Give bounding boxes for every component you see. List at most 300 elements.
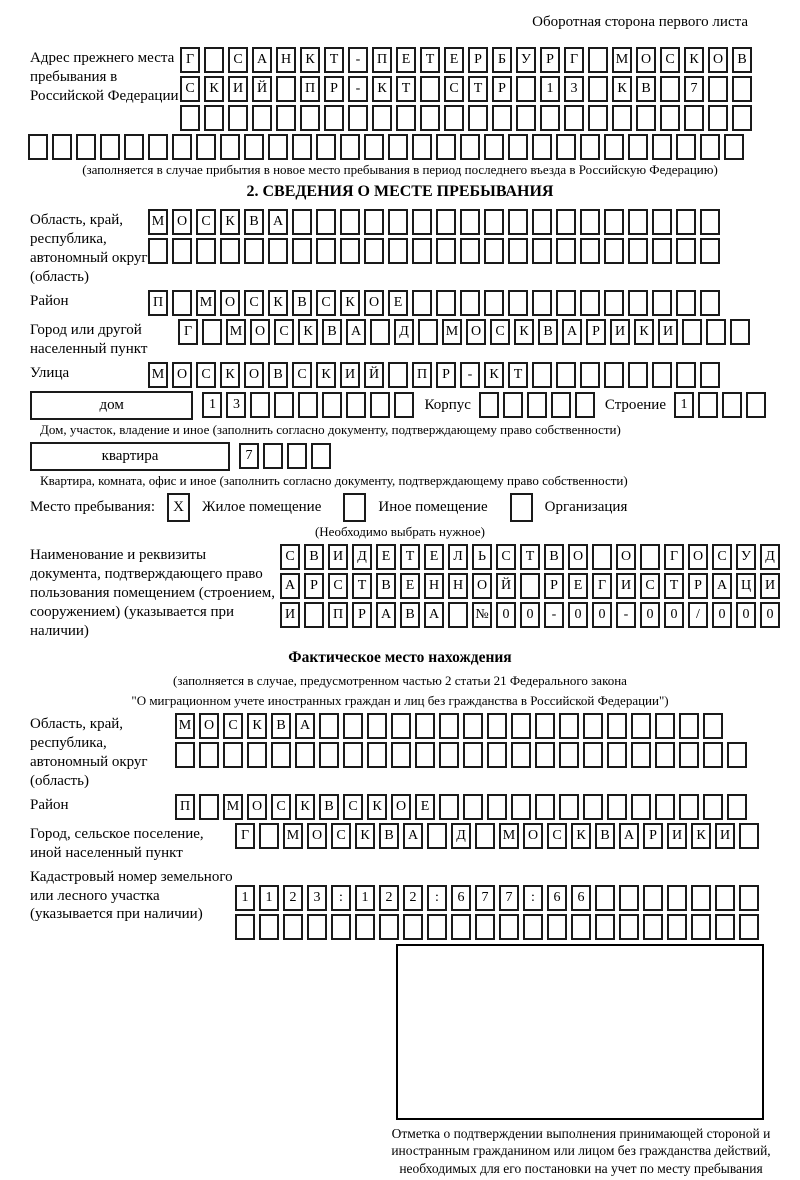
char-box[interactable] — [418, 319, 438, 345]
char-box[interactable]: В — [544, 544, 564, 570]
char-box[interactable] — [268, 238, 288, 264]
char-box[interactable]: Т — [352, 573, 372, 599]
char-box[interactable] — [652, 362, 672, 388]
char-box[interactable]: В — [244, 209, 264, 235]
char-box[interactable] — [655, 742, 675, 768]
char-box[interactable]: П — [328, 602, 348, 628]
char-box[interactable] — [739, 823, 759, 849]
char-box[interactable]: Г — [564, 47, 584, 73]
char-box[interactable]: Й — [252, 76, 272, 102]
char-box[interactable]: М — [148, 362, 168, 388]
char-box[interactable]: 6 — [571, 885, 591, 911]
char-box[interactable] — [676, 362, 696, 388]
char-box[interactable]: О — [636, 47, 656, 73]
char-box[interactable] — [420, 105, 440, 131]
char-box[interactable] — [268, 134, 288, 160]
char-box[interactable]: Л — [448, 544, 468, 570]
char-box[interactable]: В — [636, 76, 656, 102]
char-box[interactable]: Г — [592, 573, 612, 599]
char-box[interactable]: К — [571, 823, 591, 849]
char-box[interactable]: К — [484, 362, 504, 388]
char-box[interactable]: А — [424, 602, 444, 628]
char-box[interactable]: Р — [324, 76, 344, 102]
char-box[interactable]: 0 — [712, 602, 732, 628]
char-box[interactable]: О — [199, 713, 219, 739]
char-box[interactable] — [250, 392, 270, 418]
char-box[interactable] — [235, 914, 255, 940]
char-box[interactable] — [535, 742, 555, 768]
char-box[interactable] — [403, 914, 423, 940]
char-box[interactable]: В — [322, 319, 342, 345]
char-box[interactable] — [247, 742, 267, 768]
char-box[interactable] — [451, 914, 471, 940]
char-box[interactable] — [592, 544, 612, 570]
char-box[interactable] — [679, 713, 699, 739]
char-box[interactable] — [388, 209, 408, 235]
char-box[interactable]: С — [196, 209, 216, 235]
char-box[interactable]: Р — [540, 47, 560, 73]
char-box[interactable] — [316, 238, 336, 264]
char-box[interactable] — [484, 134, 504, 160]
char-box[interactable] — [727, 794, 747, 820]
char-box[interactable] — [316, 134, 336, 160]
char-box[interactable]: № — [472, 602, 492, 628]
char-box[interactable] — [503, 392, 523, 418]
char-box[interactable] — [730, 319, 750, 345]
char-box[interactable]: У — [736, 544, 756, 570]
char-box[interactable]: С — [244, 290, 264, 316]
char-box[interactable] — [523, 914, 543, 940]
char-box[interactable] — [343, 713, 363, 739]
char-box[interactable]: / — [688, 602, 708, 628]
char-box[interactable] — [700, 290, 720, 316]
char-box[interactable]: О — [391, 794, 411, 820]
char-box[interactable]: И — [280, 602, 300, 628]
char-box[interactable] — [148, 134, 168, 160]
char-box[interactable]: Г — [180, 47, 200, 73]
char-box[interactable]: М — [226, 319, 246, 345]
char-box[interactable] — [640, 544, 660, 570]
char-box[interactable]: Б — [492, 47, 512, 73]
char-box[interactable] — [172, 290, 192, 316]
char-box[interactable]: К — [367, 794, 387, 820]
char-box[interactable]: С — [444, 76, 464, 102]
char-box[interactable] — [655, 713, 675, 739]
char-box[interactable]: А — [280, 573, 300, 599]
char-box[interactable]: 0 — [568, 602, 588, 628]
char-box[interactable] — [484, 238, 504, 264]
char-box[interactable]: 1 — [540, 76, 560, 102]
char-box[interactable] — [559, 742, 579, 768]
char-box[interactable]: Д — [394, 319, 414, 345]
char-box[interactable]: Н — [276, 47, 296, 73]
char-box[interactable] — [684, 105, 704, 131]
char-box[interactable] — [746, 392, 766, 418]
char-box[interactable] — [379, 914, 399, 940]
char-box[interactable] — [340, 134, 360, 160]
char-box[interactable] — [388, 362, 408, 388]
char-box[interactable] — [202, 319, 222, 345]
char-box[interactable] — [220, 134, 240, 160]
char-box[interactable] — [732, 105, 752, 131]
char-box[interactable]: 0 — [640, 602, 660, 628]
char-box[interactable] — [631, 794, 651, 820]
char-box[interactable] — [475, 914, 495, 940]
char-box[interactable] — [204, 47, 224, 73]
char-box[interactable] — [708, 76, 728, 102]
char-box[interactable]: Д — [352, 544, 372, 570]
char-box[interactable] — [700, 209, 720, 235]
char-box[interactable] — [492, 105, 512, 131]
char-box[interactable]: 0 — [520, 602, 540, 628]
char-box[interactable] — [244, 238, 264, 264]
char-box[interactable]: 2 — [283, 885, 303, 911]
char-box[interactable] — [331, 914, 351, 940]
char-box[interactable] — [276, 76, 296, 102]
char-box[interactable] — [604, 238, 624, 264]
char-box[interactable] — [367, 713, 387, 739]
char-box[interactable] — [322, 392, 342, 418]
char-box[interactable]: Н — [448, 573, 468, 599]
char-box[interactable] — [324, 105, 344, 131]
char-box[interactable]: 7 — [475, 885, 495, 911]
char-box[interactable]: Р — [492, 76, 512, 102]
char-box[interactable] — [703, 794, 723, 820]
char-box[interactable] — [76, 134, 96, 160]
char-box[interactable] — [436, 238, 456, 264]
char-box[interactable] — [436, 134, 456, 160]
char-box[interactable]: В — [304, 544, 324, 570]
char-box[interactable] — [551, 392, 571, 418]
char-box[interactable] — [348, 105, 368, 131]
char-box[interactable]: И — [658, 319, 678, 345]
char-box[interactable] — [364, 209, 384, 235]
char-box[interactable] — [396, 105, 416, 131]
char-box[interactable]: Е — [388, 290, 408, 316]
char-box[interactable] — [436, 209, 456, 235]
char-box[interactable] — [427, 914, 447, 940]
char-box[interactable] — [583, 742, 603, 768]
char-box[interactable] — [679, 742, 699, 768]
char-box[interactable] — [604, 362, 624, 388]
char-box[interactable] — [607, 742, 627, 768]
char-box[interactable]: К — [684, 47, 704, 73]
char-box[interactable] — [727, 742, 747, 768]
char-box[interactable] — [722, 392, 742, 418]
char-box[interactable] — [540, 105, 560, 131]
char-box[interactable] — [439, 713, 459, 739]
char-box[interactable] — [487, 794, 507, 820]
char-box[interactable]: Е — [444, 47, 464, 73]
char-box[interactable]: 1 — [202, 392, 222, 418]
char-box[interactable] — [580, 290, 600, 316]
char-box[interactable] — [575, 392, 595, 418]
char-box[interactable] — [556, 238, 576, 264]
char-box[interactable] — [228, 105, 248, 131]
char-box[interactable] — [364, 238, 384, 264]
char-box[interactable] — [484, 290, 504, 316]
char-box[interactable]: А — [403, 823, 423, 849]
char-box[interactable]: О — [688, 544, 708, 570]
char-box[interactable]: А — [268, 209, 288, 235]
char-box[interactable]: К — [372, 76, 392, 102]
char-box[interactable]: Р — [304, 573, 324, 599]
char-box[interactable]: Т — [420, 47, 440, 73]
char-box[interactable]: 3 — [307, 885, 327, 911]
char-box[interactable] — [475, 823, 495, 849]
char-box[interactable]: С — [196, 362, 216, 388]
char-box[interactable] — [487, 713, 507, 739]
char-box[interactable]: О — [220, 290, 240, 316]
char-box[interactable] — [628, 134, 648, 160]
char-box[interactable]: Т — [468, 76, 488, 102]
char-box[interactable]: А — [346, 319, 366, 345]
char-box[interactable]: В — [319, 794, 339, 820]
char-box[interactable] — [739, 885, 759, 911]
char-box[interactable]: Е — [424, 544, 444, 570]
char-box[interactable]: К — [316, 362, 336, 388]
char-box[interactable]: Г — [235, 823, 255, 849]
char-box[interactable]: О — [364, 290, 384, 316]
char-box[interactable] — [204, 105, 224, 131]
char-box[interactable]: Т — [324, 47, 344, 73]
char-box[interactable]: П — [175, 794, 195, 820]
char-box[interactable] — [532, 238, 552, 264]
char-box[interactable] — [199, 742, 219, 768]
char-box[interactable]: С — [271, 794, 291, 820]
char-box[interactable]: Е — [568, 573, 588, 599]
char-box[interactable]: И — [340, 362, 360, 388]
char-box[interactable] — [468, 105, 488, 131]
char-box[interactable] — [682, 319, 702, 345]
char-box[interactable] — [415, 742, 435, 768]
char-box[interactable] — [28, 134, 48, 160]
checkbox-organization[interactable] — [510, 493, 533, 522]
char-box[interactable] — [715, 914, 735, 940]
char-box[interactable] — [652, 209, 672, 235]
char-box[interactable] — [175, 742, 195, 768]
char-box[interactable] — [199, 794, 219, 820]
char-box[interactable] — [499, 914, 519, 940]
char-box[interactable] — [252, 105, 272, 131]
char-box[interactable] — [612, 105, 632, 131]
char-box[interactable]: О — [616, 544, 636, 570]
char-box[interactable]: Р — [468, 47, 488, 73]
char-box[interactable] — [196, 134, 216, 160]
char-box[interactable] — [511, 794, 531, 820]
char-box[interactable]: К — [514, 319, 534, 345]
char-box[interactable] — [508, 290, 528, 316]
char-box[interactable] — [316, 209, 336, 235]
char-box[interactable] — [535, 794, 555, 820]
char-box[interactable] — [372, 105, 392, 131]
char-box[interactable] — [676, 209, 696, 235]
char-box[interactable] — [388, 134, 408, 160]
char-box[interactable]: П — [412, 362, 432, 388]
char-box[interactable]: 7 — [684, 76, 704, 102]
char-box[interactable] — [340, 209, 360, 235]
char-box[interactable]: И — [610, 319, 630, 345]
checkbox-residential[interactable]: X — [167, 493, 190, 522]
char-box[interactable]: - — [348, 76, 368, 102]
char-box[interactable]: 1 — [355, 885, 375, 911]
char-box[interactable] — [508, 134, 528, 160]
char-box[interactable] — [628, 209, 648, 235]
char-box[interactable]: - — [348, 47, 368, 73]
char-box[interactable] — [564, 105, 584, 131]
checkbox-other-premises[interactable] — [343, 493, 366, 522]
char-box[interactable]: 2 — [379, 885, 399, 911]
char-box[interactable] — [300, 105, 320, 131]
char-box[interactable] — [283, 914, 303, 940]
char-box[interactable]: : — [427, 885, 447, 911]
char-box[interactable] — [346, 392, 366, 418]
char-box[interactable]: Т — [396, 76, 416, 102]
char-box[interactable] — [343, 742, 363, 768]
char-box[interactable] — [340, 238, 360, 264]
char-box[interactable]: К — [204, 76, 224, 102]
char-box[interactable]: С — [274, 319, 294, 345]
char-box[interactable]: А — [295, 713, 315, 739]
char-box[interactable]: Н — [424, 573, 444, 599]
char-box[interactable]: К — [612, 76, 632, 102]
char-box[interactable]: А — [619, 823, 639, 849]
char-box[interactable]: К — [247, 713, 267, 739]
char-box[interactable] — [708, 105, 728, 131]
char-box[interactable]: В — [292, 290, 312, 316]
char-box[interactable] — [604, 209, 624, 235]
char-box[interactable] — [628, 238, 648, 264]
char-box[interactable]: Й — [364, 362, 384, 388]
char-box[interactable]: С — [547, 823, 567, 849]
char-box[interactable]: - — [460, 362, 480, 388]
char-box[interactable] — [700, 238, 720, 264]
char-box[interactable] — [148, 238, 168, 264]
char-box[interactable] — [660, 105, 680, 131]
char-box[interactable] — [652, 134, 672, 160]
char-box[interactable]: У — [516, 47, 536, 73]
char-box[interactable]: 0 — [736, 602, 756, 628]
char-box[interactable] — [439, 794, 459, 820]
char-box[interactable] — [583, 794, 603, 820]
char-box[interactable]: К — [691, 823, 711, 849]
char-box[interactable] — [298, 392, 318, 418]
char-box[interactable] — [703, 713, 723, 739]
char-box[interactable]: С — [280, 544, 300, 570]
char-box[interactable] — [580, 134, 600, 160]
char-box[interactable] — [700, 134, 720, 160]
char-box[interactable]: М — [442, 319, 462, 345]
char-box[interactable] — [259, 823, 279, 849]
char-box[interactable]: - — [616, 602, 636, 628]
char-box[interactable]: С — [292, 362, 312, 388]
char-box[interactable]: С — [496, 544, 516, 570]
char-box[interactable]: М — [612, 47, 632, 73]
char-box[interactable] — [463, 742, 483, 768]
char-box[interactable] — [511, 713, 531, 739]
char-box[interactable] — [484, 209, 504, 235]
char-box[interactable] — [676, 134, 696, 160]
char-box[interactable]: К — [355, 823, 375, 849]
char-box[interactable]: 0 — [592, 602, 612, 628]
char-box[interactable] — [571, 914, 591, 940]
char-box[interactable]: П — [148, 290, 168, 316]
char-box[interactable]: Т — [664, 573, 684, 599]
char-box[interactable] — [508, 238, 528, 264]
char-box[interactable] — [595, 885, 615, 911]
char-box[interactable] — [412, 134, 432, 160]
char-box[interactable]: 1 — [235, 885, 255, 911]
char-box[interactable]: С — [328, 573, 348, 599]
char-box[interactable] — [643, 885, 663, 911]
char-box[interactable] — [703, 742, 723, 768]
char-box[interactable] — [394, 392, 414, 418]
char-box[interactable]: К — [268, 290, 288, 316]
char-box[interactable] — [220, 238, 240, 264]
char-box[interactable]: В — [268, 362, 288, 388]
char-box[interactable] — [508, 209, 528, 235]
char-box[interactable]: М — [148, 209, 168, 235]
char-box[interactable]: К — [220, 362, 240, 388]
char-box[interactable] — [263, 443, 283, 469]
char-box[interactable]: О — [172, 209, 192, 235]
char-box[interactable] — [391, 713, 411, 739]
char-box[interactable] — [698, 392, 718, 418]
char-box[interactable] — [244, 134, 264, 160]
char-box[interactable]: М — [283, 823, 303, 849]
char-box[interactable] — [172, 134, 192, 160]
char-box[interactable] — [556, 290, 576, 316]
char-box[interactable] — [556, 362, 576, 388]
char-box[interactable] — [307, 914, 327, 940]
char-box[interactable]: В — [379, 823, 399, 849]
char-box[interactable] — [292, 134, 312, 160]
char-box[interactable]: И — [760, 573, 780, 599]
char-box[interactable] — [444, 105, 464, 131]
char-box[interactable] — [706, 319, 726, 345]
char-box[interactable]: 0 — [496, 602, 516, 628]
char-box[interactable] — [724, 134, 744, 160]
char-box[interactable]: С — [490, 319, 510, 345]
char-box[interactable] — [415, 713, 435, 739]
char-box[interactable] — [370, 392, 390, 418]
char-box[interactable] — [271, 742, 291, 768]
char-box[interactable] — [427, 823, 447, 849]
char-box[interactable] — [619, 885, 639, 911]
char-box[interactable] — [460, 209, 480, 235]
char-box[interactable] — [619, 914, 639, 940]
char-box[interactable]: О — [472, 573, 492, 599]
char-box[interactable] — [370, 319, 390, 345]
char-box[interactable]: А — [252, 47, 272, 73]
char-box[interactable] — [319, 713, 339, 739]
char-box[interactable] — [274, 392, 294, 418]
char-box[interactable] — [556, 134, 576, 160]
char-box[interactable]: Р — [586, 319, 606, 345]
char-box[interactable]: В — [538, 319, 558, 345]
char-box[interactable] — [460, 290, 480, 316]
char-box[interactable]: - — [544, 602, 564, 628]
char-box[interactable]: А — [376, 602, 396, 628]
char-box[interactable]: О — [244, 362, 264, 388]
char-box[interactable]: Е — [376, 544, 396, 570]
char-box[interactable]: В — [400, 602, 420, 628]
char-box[interactable] — [607, 794, 627, 820]
char-box[interactable]: Д — [451, 823, 471, 849]
char-box[interactable]: 1 — [674, 392, 694, 418]
char-box[interactable]: Т — [400, 544, 420, 570]
char-box[interactable] — [607, 713, 627, 739]
